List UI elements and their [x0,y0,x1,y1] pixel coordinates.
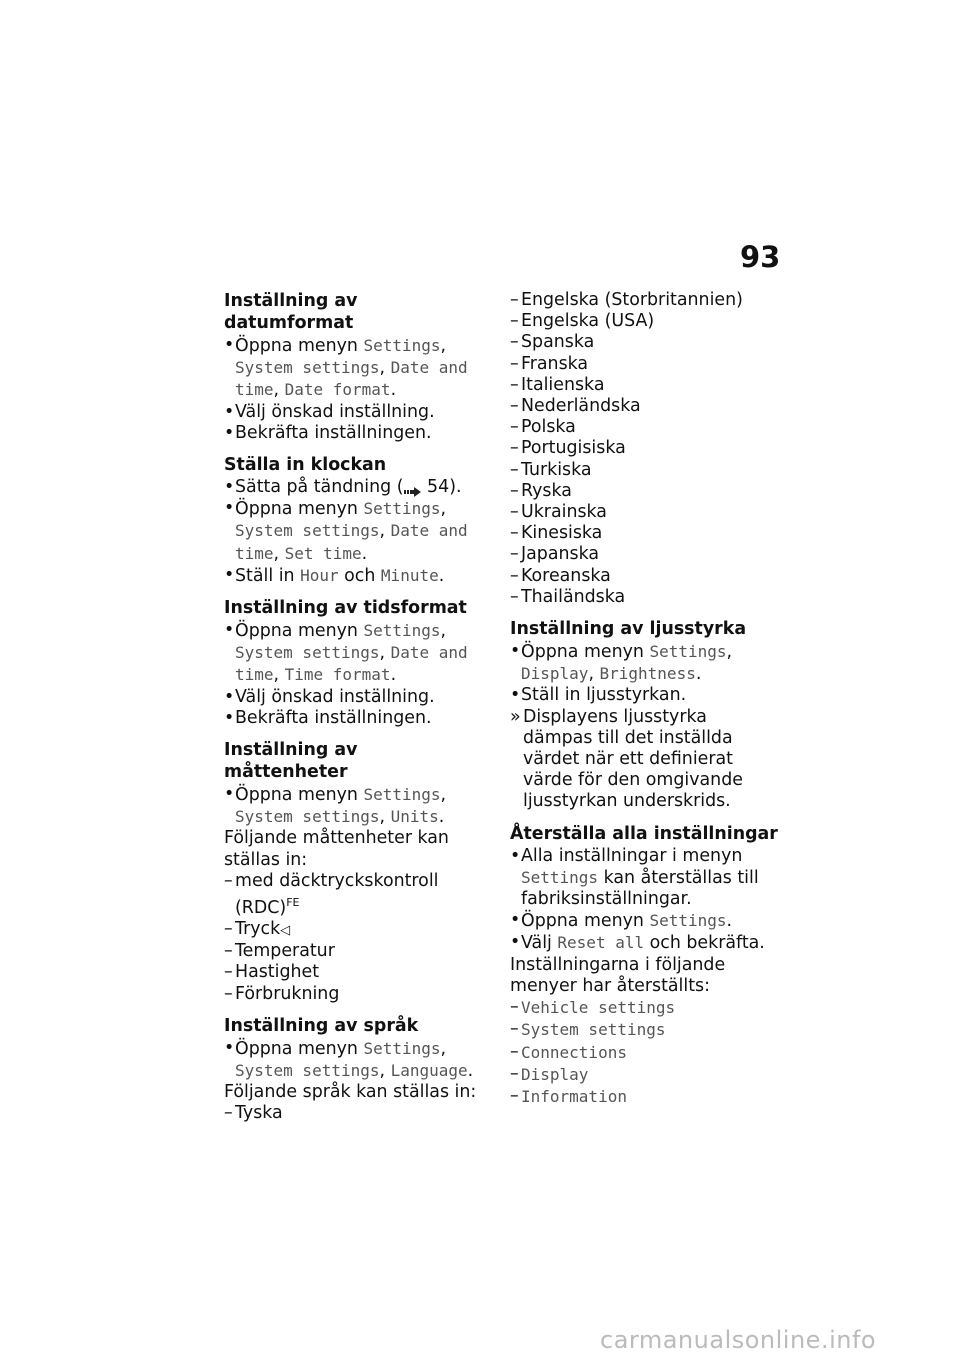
list-item: – Nederländska [510,396,780,417]
heading-brightness: Inställning av ljusstyrka [510,619,747,640]
step-confirm: • Bekräfta inställningen. [224,708,486,729]
step-set-hour-minute: • Ställ in Hour och Minute. [224,565,486,587]
list-item: – System settings [510,1019,780,1041]
list-item: – Kinesiska [510,523,780,544]
list-item: – Tryck◁ [224,919,486,941]
step-open-menu: • Öppna menyn Settings, System settings, Date and time, Time format. [224,620,486,687]
list-item: – Turkiska [510,460,780,481]
step-confirm: • Bekräfta inställningen. [224,423,486,444]
triangle-left-icon: ◁ [280,923,291,939]
result-brightness: » Displayens ljusstyrka dämpas till det inställda värdet när ett definierat värde för den omgivande ljusstyrkan underskrids. [510,707,780,813]
list-item: – Thailändska [510,587,780,608]
list-item: – med däcktryckskontroll (RDC)$^{FE}$ [224,871,486,919]
step-select: • Välj önskad inställning. [224,687,486,708]
list-item: – Koreanska [510,566,780,587]
section-reset [510,823,780,1108]
step-open-menu: • Öppna menyn Settings, System settings, Date and time, Date format. [224,335,486,402]
list-item: – Ryska [510,481,780,502]
reset-intro: Inställningarna i följande menyer har återställts: [510,954,726,996]
language-list-continued [510,290,780,608]
list-item: – Franska [510,354,780,375]
list-item: – Vehicle settings [510,997,780,1019]
left-column [224,290,486,1135]
section-time-format [224,597,486,729]
reset-info: • Alla inställningar i menyn Settings kan återställas till fabriksinställningar. [510,846,780,911]
step-open-menu: • Öppna menyn Settings, System settings, Units. [224,784,486,828]
step-select: • Välj önskad inställning. [224,402,486,423]
list-item: – Portugisiska [510,438,780,459]
list-item: – Temperatur [224,941,486,962]
list-item: – Connections [510,1042,780,1064]
list-item: – Italienska [510,375,780,396]
heading-units: Inställning av måttenheter [224,740,358,783]
language-intro: Följande språk kan ställas in: [224,1082,477,1103]
list-item: – Japanska [510,544,780,565]
right-column [510,290,780,1118]
page-number: 93 [740,240,781,274]
list-item: – Engelska (USA) [510,311,780,332]
step-set-brightness: • Ställ in ljusstyrkan. [510,685,780,706]
heading-language: Inställning av språk [224,1015,419,1036]
heading-reset: Återställa alla inställningar [510,823,778,844]
list-item: – Förbrukning [224,984,486,1005]
section-units [224,739,486,1005]
heading-date-format: Inställning av datumformat [224,291,358,333]
list-item: – Information [510,1086,780,1108]
list-item: – Polska [510,417,780,438]
step-open-menu: • Öppna menyn Settings, System settings, Language. [224,1038,486,1082]
heading-set-clock: Ställa in klockan [224,455,387,476]
step-ignition: • Sätta på tändning ( 54). [224,477,486,498]
list-item: – Hastighet [224,962,486,983]
step-open-menu: • Öppna menyn Settings, Display, Brightness. [510,641,780,685]
step-open-menu: • Öppna menyn Settings, System settings, Date and time, Set time. [224,498,486,565]
list-item: – Ukrainska [510,502,780,523]
units-intro: Följande måttenheter kan ställas in: [224,828,449,870]
section-brightness [510,618,780,813]
section-language [224,1015,486,1125]
list-item: – Tyska [224,1103,486,1124]
step-reset-all: • Välj Reset all och bekräfta. [510,932,780,954]
page-reference-arrow-icon [404,482,422,492]
list-item: – Display [510,1064,780,1086]
section-set-clock [224,454,486,587]
list-item: – Spanska [510,332,780,353]
watermark: carmanualsonline.info [600,1326,877,1354]
section-date-format [224,290,486,444]
list-item: – Engelska (Storbritannien) [510,290,780,311]
heading-time-format: Inställning av tidsformat [224,598,467,619]
step-open-menu: • Öppna menyn Settings. [510,910,780,932]
